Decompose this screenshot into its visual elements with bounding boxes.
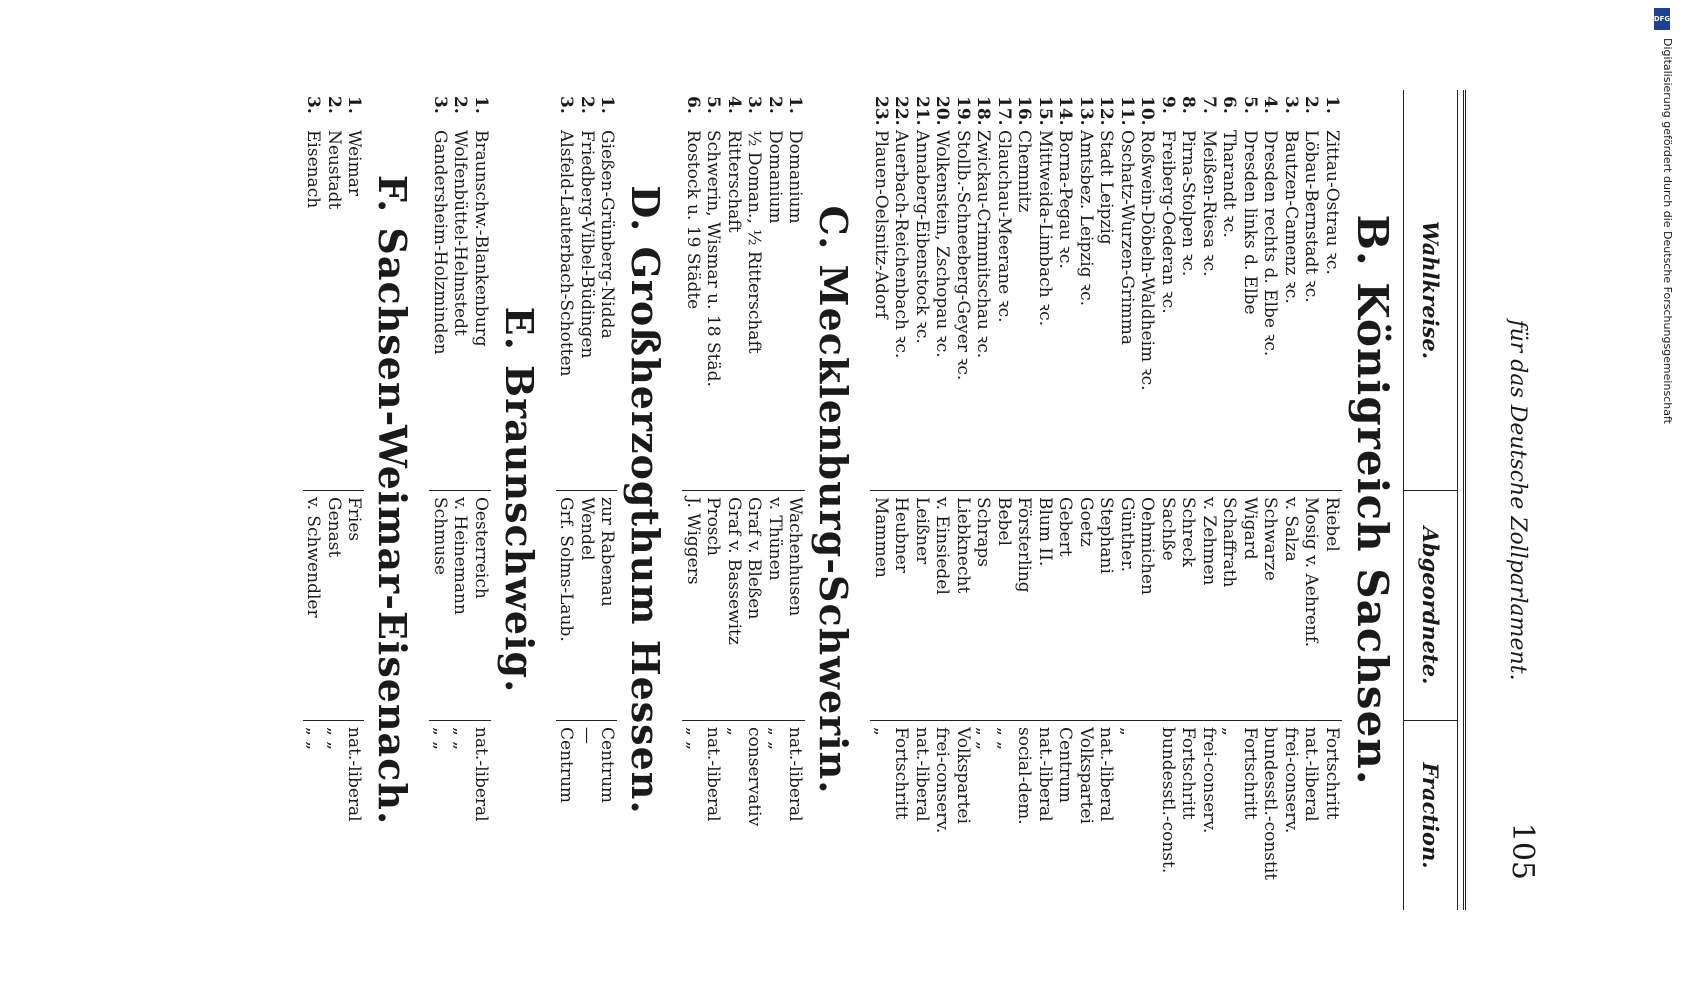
district-name: Bautzen-Camenz ꝛc. — [1281, 130, 1301, 304]
district-cell — [1076, 90, 1097, 490]
district-cell — [891, 90, 912, 490]
district-cell — [744, 90, 765, 490]
district-name: Plauen-Oelsnitz-Adorf — [871, 130, 891, 319]
district-name: Dresden rechts d. Elbe ꝛc. — [1260, 130, 1281, 357]
row-number: 1. — [1322, 96, 1342, 114]
district-cell — [1219, 90, 1240, 490]
fraction-cell: Volkspartei — [953, 720, 974, 910]
district-cell — [430, 90, 451, 490]
fraction-cell: Fortschritt — [1178, 720, 1199, 910]
district-name: Rostock u. 19 Städte — [683, 130, 703, 310]
digitization-note: Digitalisierung gefördert durch die Deutsche Forschungsgemeinschaft — [1661, 38, 1674, 424]
row-number: 2. — [577, 96, 597, 114]
deputy-cell: Stephani — [1096, 490, 1117, 720]
row-number: 6. — [683, 96, 703, 114]
fraction-cell: social-dem. — [1014, 720, 1035, 910]
running-head: für das Deutsche Zollparlament. — [1505, 319, 1530, 681]
fraction-cell: bundesstl.-const. — [1158, 720, 1179, 910]
district-name: Weimar — [344, 130, 365, 196]
district-name: Borna-Pegau ꝛc. — [1055, 130, 1076, 269]
row-number: 2. — [324, 96, 344, 114]
district-name: Zittau-Ostrau ꝛc. — [1322, 130, 1342, 275]
district-name: Annaberg-Eibenstock ꝛc. — [912, 130, 932, 344]
column-header-deputies: Abgeordnete. — [1404, 490, 1457, 720]
deputy-cell: Oehmichen — [1137, 490, 1158, 720]
district-cell — [1055, 90, 1076, 490]
district-cell — [1035, 90, 1056, 490]
sections-container — [295, 90, 1397, 910]
district-cell — [1178, 90, 1199, 490]
section-title: D. Großherzogthum Hessen. — [623, 185, 669, 815]
deputy-cell: v. Einsiedel — [932, 490, 953, 720]
section-gap — [863, 90, 871, 910]
district-cell — [1240, 90, 1261, 490]
deputy-cell: Grf. Solms-Laub. — [556, 490, 577, 720]
district-cell — [577, 90, 598, 490]
section-table — [556, 90, 618, 910]
district-cell — [1096, 90, 1117, 490]
deputy-cell: Fries — [344, 490, 365, 720]
district-name: Friedberg-Vilbel-Büdingen — [577, 130, 597, 359]
row-number: 16. — [1014, 96, 1035, 126]
deputy-cell: Graf v. Bassewitz — [724, 490, 745, 720]
district-name: Tharandt ꝛc. — [1219, 130, 1240, 238]
section-table — [303, 90, 365, 910]
row-number: 4. — [724, 96, 744, 114]
deputy-cell: Schraps — [973, 490, 994, 720]
row-number: 1. — [471, 96, 491, 114]
district-name: Roßwein-Döbeln-Waldheim ꝛc. — [1137, 130, 1158, 391]
column-header — [1403, 90, 1457, 910]
district-cell — [953, 90, 974, 490]
row-number: 2. — [450, 96, 471, 114]
district-name: Oschatz-Wurzen-Grimma — [1117, 130, 1137, 345]
row-number: 19. — [953, 96, 973, 126]
district-name: Mittweida-Limbach ꝛc. — [1035, 130, 1055, 327]
district-cell — [785, 90, 806, 490]
row-number: 23. — [871, 96, 891, 126]
district-name: Dresden links d. Elbe — [1240, 130, 1260, 315]
fraction-cell: nat.-liberal — [1096, 720, 1117, 910]
district-name: Glauchau-Meerane ꝛc. — [994, 130, 1014, 323]
row-number: 8. — [1178, 96, 1199, 114]
fraction-cell: Centrum — [597, 720, 618, 910]
row-number: 9. — [1158, 96, 1178, 114]
deputy-cell: Liebknecht — [953, 490, 974, 720]
deputy-cell: Goetz — [1076, 490, 1097, 720]
fraction-cell: frei-conserv. — [932, 720, 953, 910]
district-cell — [683, 90, 704, 490]
district-name: Gießen-Grünberg-Nidda — [597, 130, 618, 339]
section-gap — [295, 90, 303, 910]
row-number: 11. — [1117, 96, 1137, 126]
double-rule — [1457, 90, 1466, 910]
column-header-fraction: Fraction. — [1404, 720, 1457, 910]
deputy-cell: J. Wiggers — [683, 490, 704, 720]
deputy-cell: Schaffrath — [1219, 490, 1240, 720]
deputy-cell: Bebel — [994, 490, 1015, 720]
row-number: 21. — [912, 96, 932, 126]
deputy-cell: Wendel — [577, 490, 598, 720]
page-number: 105 — [1505, 822, 1540, 880]
fraction-cell: „ „ — [973, 720, 994, 910]
district-cell — [1322, 90, 1343, 490]
fraction-cell: nat.-liberal — [703, 720, 724, 910]
row-number: 2. — [765, 96, 785, 114]
deputy-cell: v. Zehmen — [1199, 490, 1220, 720]
district-cell — [973, 90, 994, 490]
district-name: Pirna-Stolpen ꝛc. — [1178, 130, 1199, 277]
deputy-cell: Wachenhusen — [785, 490, 806, 720]
district-cell — [1137, 90, 1158, 490]
deputy-cell: Försterling — [1014, 490, 1035, 720]
fraction-cell: „ „ — [430, 720, 451, 910]
deputy-cell: Schreck — [1178, 490, 1199, 720]
deputy-cell: Leißner — [912, 490, 933, 720]
fraction-cell: Fortschritt — [891, 720, 912, 910]
row-number: 2. — [1301, 96, 1322, 114]
row-number: 1. — [785, 96, 806, 114]
fraction-cell: nat.-liberal — [1035, 720, 1056, 910]
row-number: 18. — [973, 96, 994, 126]
district-cell — [1281, 90, 1302, 490]
fraction-cell: Centrum — [1055, 720, 1076, 910]
fraction-cell: „ „ — [303, 720, 324, 910]
fraction-cell: bundesstl.-constit — [1260, 720, 1281, 910]
fraction-cell: nat.-liberal — [785, 720, 806, 910]
section-table — [683, 90, 806, 910]
fraction-cell: „ — [724, 720, 745, 910]
deputy-cell: Schmuse — [430, 490, 451, 720]
row-number: 17. — [994, 96, 1014, 126]
deputy-cell: Mammen — [871, 490, 892, 720]
fraction-cell: Volkspartei — [1076, 720, 1097, 910]
row-number: 1. — [344, 96, 365, 114]
row-number: 14. — [1055, 96, 1076, 126]
district-name: Braunschw.-Blankenburg — [471, 130, 491, 347]
row-number: 12. — [1096, 96, 1117, 126]
district-cell — [1301, 90, 1322, 490]
district-name: Schwerin, Wismar u. 18 Städ. — [703, 130, 724, 387]
section-title: B. Königreich Sachsen. — [1348, 214, 1397, 786]
district-name: ½ Doman., ½ Ritterschaft — [744, 130, 765, 354]
section-gap — [548, 90, 556, 910]
district-cell — [765, 90, 786, 490]
deputy-cell: v. Salza — [1281, 490, 1302, 720]
deputy-cell: Wigard — [1240, 490, 1261, 720]
rotated-page — [240, 90, 1540, 910]
fraction-cell: „ „ — [765, 720, 786, 910]
district-cell — [597, 90, 618, 490]
district-cell — [303, 90, 324, 490]
district-cell — [1158, 90, 1179, 490]
deputy-cell: v. Schwendler — [303, 490, 324, 720]
row-number: 4. — [1260, 96, 1281, 114]
deputy-cell: Graf v. Bleßen — [744, 490, 765, 720]
district-cell — [912, 90, 933, 490]
fraction-cell: nat.-liberal — [471, 720, 492, 910]
fraction-cell: frei-conserv. — [1281, 720, 1302, 910]
row-number: 3. — [556, 96, 577, 114]
fraction-cell: conservativ — [744, 720, 765, 910]
row-number: 5. — [1240, 96, 1260, 114]
row-number: 3. — [430, 96, 450, 114]
fraction-cell: Fortschritt — [1322, 720, 1343, 910]
district-cell — [994, 90, 1015, 490]
row-number: 3. — [1281, 96, 1301, 114]
district-name: Zwickau-Crimmitschau ꝛc. — [973, 130, 994, 359]
fraction-cell: nat.-liberal — [1301, 720, 1322, 910]
row-number: 10. — [1137, 96, 1158, 126]
column-header-districts: Wahlkreise. — [1418, 220, 1443, 360]
fraction-cell: „ „ — [994, 720, 1015, 910]
district-name: Auerbach-Reichenbach ꝛc. — [891, 130, 912, 359]
row-number: 3. — [744, 96, 765, 114]
section-title: E. Braunschweig. — [497, 306, 542, 694]
district-name: Neustadt — [324, 130, 344, 210]
district-name: Meißen-Riesa ꝛc. — [1199, 130, 1219, 277]
district-name: Stadt Leipzig — [1096, 130, 1117, 245]
district-cell — [1199, 90, 1220, 490]
fraction-cell: Fortschritt — [1240, 720, 1261, 910]
district-cell — [703, 90, 724, 490]
district-cell — [724, 90, 745, 490]
fraction-cell: „ — [1117, 720, 1138, 910]
fraction-cell: Centrum — [556, 720, 577, 910]
row-number: 20. — [932, 96, 953, 126]
district-name: Stollb.-Schneeberg-Geyer ꝛc. — [953, 130, 973, 381]
row-number: 3. — [303, 96, 324, 114]
district-name: Gandersheim-Holzminden — [430, 130, 450, 355]
deputy-cell: Sachße — [1158, 490, 1179, 720]
district-cell — [324, 90, 345, 490]
row-number: 13. — [1076, 96, 1096, 126]
deputy-cell: Schwarze — [1260, 490, 1281, 720]
district-name: Alsfeld-Lauterbach-Schotten — [556, 130, 577, 377]
section-table — [430, 90, 492, 910]
district-cell — [1117, 90, 1138, 490]
row-number: 6. — [1219, 96, 1240, 114]
district-cell — [344, 90, 365, 490]
row-number: 1. — [597, 96, 618, 114]
dfg-credit — [1648, 8, 1674, 888]
deputy-cell: v. Thünen — [765, 490, 786, 720]
district-name: Wolkenstein, Zschopau ꝛc. — [932, 130, 953, 358]
section-table — [871, 90, 1343, 910]
section-gap — [675, 90, 683, 910]
section-title: F. Sachsen-Weimar-Eisenach. — [370, 174, 416, 826]
district-name: Domanium — [785, 130, 806, 224]
fraction-cell: — — [577, 720, 598, 910]
fraction-cell: „ — [871, 720, 892, 910]
section-gap — [422, 90, 430, 910]
deputy-cell: Gebert — [1055, 490, 1076, 720]
deputy-cell: Blum II. — [1035, 490, 1056, 720]
district-cell — [932, 90, 953, 490]
district-name: Wolfenbüttel-Helmstedt — [450, 130, 471, 336]
district-name: Ritterschaft — [724, 130, 744, 233]
fraction-cell: nat.-liberal — [912, 720, 933, 910]
district-name: Freiberg-Oederan ꝛc. — [1158, 130, 1178, 314]
deputy-cell: Prosch — [703, 490, 724, 720]
deputy-cell: Günther. — [1117, 490, 1138, 720]
section-title: C. Mecklenburg-Schwerin. — [811, 205, 857, 795]
deputy-cell: Genast — [324, 490, 345, 720]
district-cell — [1260, 90, 1281, 490]
district-cell — [1014, 90, 1035, 490]
district-name: Domanium — [765, 130, 785, 224]
district-cell — [471, 90, 492, 490]
deputy-cell: zur Rabenau — [597, 490, 618, 720]
fraction-cell: nat.-liberal — [344, 720, 365, 910]
deputy-cell: Riebel — [1322, 490, 1343, 720]
deputy-cell: Mosig v. Aehrenf. — [1301, 490, 1322, 720]
deputy-cell: Heubner — [891, 490, 912, 720]
row-number: 5. — [703, 96, 724, 114]
deputy-cell: Oesterreich — [471, 490, 492, 720]
fraction-cell: frei-conserv. — [1199, 720, 1220, 910]
running-header — [1480, 90, 1540, 910]
district-cell — [450, 90, 471, 490]
district-cell — [871, 90, 892, 490]
district-name: Eisenach — [303, 130, 324, 209]
fraction-cell: „ „ — [683, 720, 704, 910]
fraction-cell: „ „ — [450, 720, 471, 910]
fraction-cell — [1137, 720, 1158, 910]
district-name: Amtsbez. Leipzig ꝛc. — [1076, 130, 1096, 306]
fraction-cell: „ „ — [324, 720, 345, 910]
row-number: 7. — [1199, 96, 1219, 114]
row-number: 22. — [891, 96, 912, 126]
district-name: Chemnitz — [1014, 130, 1035, 213]
row-number: 15. — [1035, 96, 1055, 126]
district-name: Löbau-Bernstadt ꝛc. — [1301, 130, 1322, 303]
fraction-cell: „ — [1219, 720, 1240, 910]
deputy-cell: v. Heinemann — [450, 490, 471, 720]
dfg-logo: DFG — [1654, 8, 1670, 30]
district-cell — [556, 90, 577, 490]
